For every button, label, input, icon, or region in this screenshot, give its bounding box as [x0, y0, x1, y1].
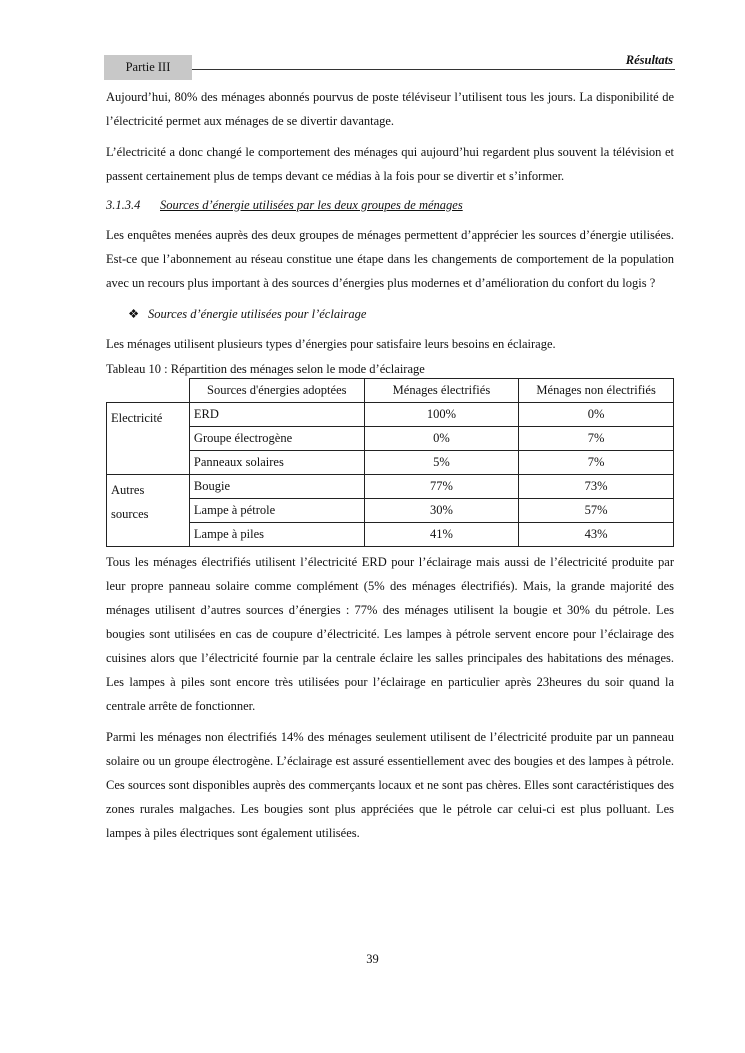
- source-cell: Groupe électrogène: [189, 427, 364, 451]
- value-cell: 0%: [519, 403, 674, 427]
- value-cell: 77%: [364, 475, 519, 499]
- table-row: [107, 427, 674, 451]
- paragraph: Les ménages utilisent plusieurs types d’énergies pour satisfaire leurs besoins en éclairage.: [106, 337, 556, 351]
- table-row: [107, 451, 674, 475]
- value-cell: 41%: [364, 523, 519, 547]
- group-label: Electricité: [107, 403, 190, 475]
- paragraph: Tous les ménages électrifiés utilisent l’électricité ERD pour l’éclairage mais aussi de l’électricité produite par leur propre panneau solaire comme complément (5% des ménages électrifiés). Mais, la grande majorité des ménages utilisent d’autres sources d’énergies : 77% des ménages utilisent la bougie et 30% du pétrole. Les bougies sont utilisées en cas de coupure d’électricité. Les lampes à pétrole servent encore pour l’éclairage des cuisines alors que l’électricité fournie par la centrale éclaire les salles principales des habitations des ménages. Les lampes à piles sont encore très utilisées pour l’éclairage en particulier après 23heures du soir quand la centrale arrête de fonctionner.: [106, 555, 674, 713]
- table-row: [107, 523, 674, 547]
- part-label: Partie III: [104, 55, 192, 80]
- section-number: 3.1.3.4: [106, 198, 141, 212]
- source-cell: ERD: [189, 403, 364, 427]
- value-cell: 5%: [364, 451, 519, 475]
- lighting-table: [106, 378, 674, 547]
- source-cell: Lampe à pétrole: [189, 499, 364, 523]
- header-cell: Sources d'énergies adoptées: [189, 379, 364, 403]
- bullet-text: Sources d’énergie utilisées pour l’éclairage: [148, 307, 367, 321]
- table-corner: [107, 379, 190, 403]
- value-cell: 100%: [364, 403, 519, 427]
- source-cell: Bougie: [189, 475, 364, 499]
- section-heading: [106, 195, 674, 215]
- header-cell: Ménages non électrifiés: [519, 379, 674, 403]
- group-label-line: sources: [111, 507, 149, 521]
- value-cell: 7%: [519, 427, 674, 451]
- paragraph: Les enquêtes menées auprès des deux groupes de ménages permettent d’apprécier les sources d’énergie utilisées. Est-ce que l’abonnement au réseau constitue une étape dans les changements de comportement de la population avec un recours plus important à des sources d’énergies plus modernes et d’amélioration du confort du logis ?: [106, 228, 674, 290]
- value-cell: 43%: [519, 523, 674, 547]
- paragraph: Aujourd’hui, 80% des ménages abonnés pourvus de poste téléviseur l’utilisent tous les jours. La disponibilité de l’électricité permet aux ménages de se divertir davantage.: [106, 90, 674, 128]
- value-cell: 7%: [519, 451, 674, 475]
- table-row: [107, 499, 674, 523]
- source-cell: Panneaux solaires: [189, 451, 364, 475]
- bullet-item: [106, 302, 674, 326]
- group-label-line: Autres: [111, 483, 145, 497]
- paragraph: Parmi les ménages non électrifiés 14% des ménages seulement utilisent de l’électricité produite par un panneau solaire ou un groupe électrogène. L’éclairage est assuré essentiellement avec des bougies et des lampes à pétrole. Ces sources sont disponibles auprès des commerçants locaux et ne sont pas chères. Elles sont caractéristiques des zones rurales malgaches. Les bougies sont plus appréciées que le pétrole car celui-ci est plus polluant. Les lampes à piles électriques sont également utilisées.: [106, 730, 674, 840]
- section-label: Résultats: [625, 53, 673, 67]
- value-cell: 57%: [519, 499, 674, 523]
- diamond-bullet-icon: ❖: [128, 307, 140, 321]
- header-rule: [192, 69, 675, 70]
- value-cell: 0%: [364, 427, 519, 451]
- table-row: [107, 403, 674, 427]
- section-title: Sources d’énergie utilisées par les deux groupes de ménages: [160, 198, 463, 212]
- header-cell: Ménages électrifiés: [364, 379, 519, 403]
- table-row: [107, 475, 674, 499]
- group-label: [107, 475, 190, 547]
- value-cell: 30%: [364, 499, 519, 523]
- table-caption: Tableau 10 : Répartition des ménages selon le mode d’éclairage: [106, 362, 425, 376]
- table-header-row: [107, 379, 674, 403]
- page-body: [106, 85, 674, 852]
- value-cell: 73%: [519, 475, 674, 499]
- page-number: 39: [366, 952, 379, 966]
- source-cell: Lampe à piles: [189, 523, 364, 547]
- paragraph: L’électricité a donc changé le comportement des ménages qui aujourd’hui regardent plus souvent la télévision et passent certainement plus de temps devant ce médias à la fois pour se divertir et s’informer.: [106, 145, 674, 183]
